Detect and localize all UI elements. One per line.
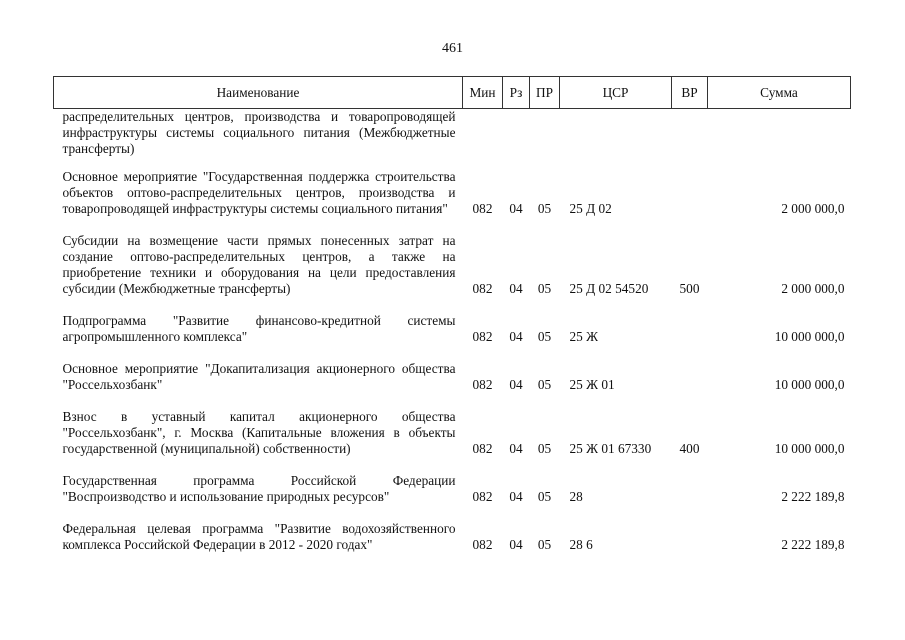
header-csr: ЦСР: [560, 77, 672, 109]
row-vr: 500: [679, 281, 700, 296]
row-sum: 10 000 000,0: [774, 377, 845, 392]
row-min: 082: [472, 377, 493, 392]
row-sum: 10 000 000,0: [774, 329, 845, 344]
row-pr: 05: [537, 489, 552, 504]
row-csr: 28 6: [569, 537, 593, 552]
row-min: [463, 109, 503, 170]
row-sum: 10 000 000,0: [774, 441, 845, 456]
row-rz: 04: [509, 201, 523, 216]
row-csr: 25 Ж: [569, 329, 599, 344]
table-row: [54, 109, 851, 170]
row-pr: [530, 109, 560, 170]
row-rz: 04: [509, 281, 523, 296]
row-csr: 25 Д 02: [569, 201, 612, 216]
row-sum: [708, 109, 851, 170]
table-row: [54, 313, 851, 361]
row-min: 082: [472, 281, 493, 296]
table-row: [54, 409, 851, 473]
page-number: 461: [442, 41, 463, 56]
header-sum: Сумма: [708, 77, 851, 109]
header-rz: Рз: [503, 77, 530, 109]
row-pr: 05: [537, 281, 552, 296]
budget-table: [53, 76, 851, 553]
row-rz: 04: [509, 441, 523, 456]
row-sum: 2 000 000,0: [781, 281, 845, 296]
row-vr: 400: [679, 441, 700, 456]
row-csr: [560, 109, 672, 170]
row-csr: 25 Д 02 54520: [569, 281, 649, 296]
header-min: Мин: [463, 77, 503, 109]
row-name: Основное мероприятие "Докапитализация акционерного общества "Россельхозбанк": [62, 361, 456, 392]
row-vr: [672, 313, 708, 361]
row-pr: 05: [537, 201, 552, 216]
row-pr: 05: [537, 441, 552, 456]
row-vr: [672, 521, 708, 553]
row-sum: 2 000 000,0: [781, 201, 845, 216]
row-name: Субсидии на возмещение части прямых понесенных затрат на создание оптово-распределительных центров, а также на приобретение техники и оборудования на цели предоставления субсидии (Межбюджетные трансферты): [62, 233, 456, 296]
row-vr: [672, 473, 708, 521]
table-header-row: [54, 77, 851, 109]
row-name: Федеральная целевая программа "Развитие водохозяйственного комплекса Российской Федерации в 2012 - 2020 годах": [62, 521, 456, 552]
table-row: [54, 233, 851, 313]
row-rz: 04: [509, 489, 523, 504]
row-sum: 2 222 189,8: [781, 489, 845, 504]
header-pr: ПР: [530, 77, 560, 109]
row-rz: 04: [509, 377, 523, 392]
row-vr: [672, 169, 708, 233]
row-name: Взнос в уставный капитал акционерного общества "Россельхозбанк", г. Москва (Капитальные вложения в объекты государственной (муниципальной) собственности): [62, 409, 456, 456]
row-pr: 05: [537, 377, 552, 392]
row-csr: 25 Ж 01 67330: [569, 441, 652, 456]
row-rz: 04: [509, 537, 523, 552]
row-csr: 28: [569, 489, 583, 504]
row-pr: 05: [537, 329, 552, 344]
row-min: 082: [472, 441, 493, 456]
header-name: Наименование: [54, 77, 463, 109]
row-min: 082: [472, 489, 493, 504]
table-row: [54, 169, 851, 233]
header-vr: ВР: [672, 77, 708, 109]
table-row: [54, 473, 851, 521]
row-name: Подпрограмма "Развитие финансово-кредитной системы агропромышленного комплекса": [62, 313, 456, 344]
row-pr: 05: [537, 537, 552, 552]
table-row: [54, 361, 851, 409]
row-min: 082: [472, 537, 493, 552]
row-rz: [503, 109, 530, 170]
row-name: распределительных центров, производства и товаропроводящей инфраструктуры системы социального питания (Межбюджетные трансферты): [62, 109, 456, 156]
row-name: Государственная программа Российской Федерации "Воспроизводство и использование природных ресурсов": [62, 473, 456, 504]
row-csr: 25 Ж 01: [569, 377, 615, 392]
row-sum: 2 222 189,8: [781, 537, 845, 552]
row-min: 082: [472, 201, 493, 216]
row-min: 082: [472, 329, 493, 344]
row-vr: [672, 361, 708, 409]
row-rz: 04: [509, 329, 523, 344]
table-row: [54, 521, 851, 553]
row-vr: [672, 109, 708, 170]
row-name: Основное мероприятие "Государственная поддержка строительства объектов оптово-распределительных центров, производства и товаропроводящей инфраструктуры системы социального питания": [62, 169, 456, 216]
